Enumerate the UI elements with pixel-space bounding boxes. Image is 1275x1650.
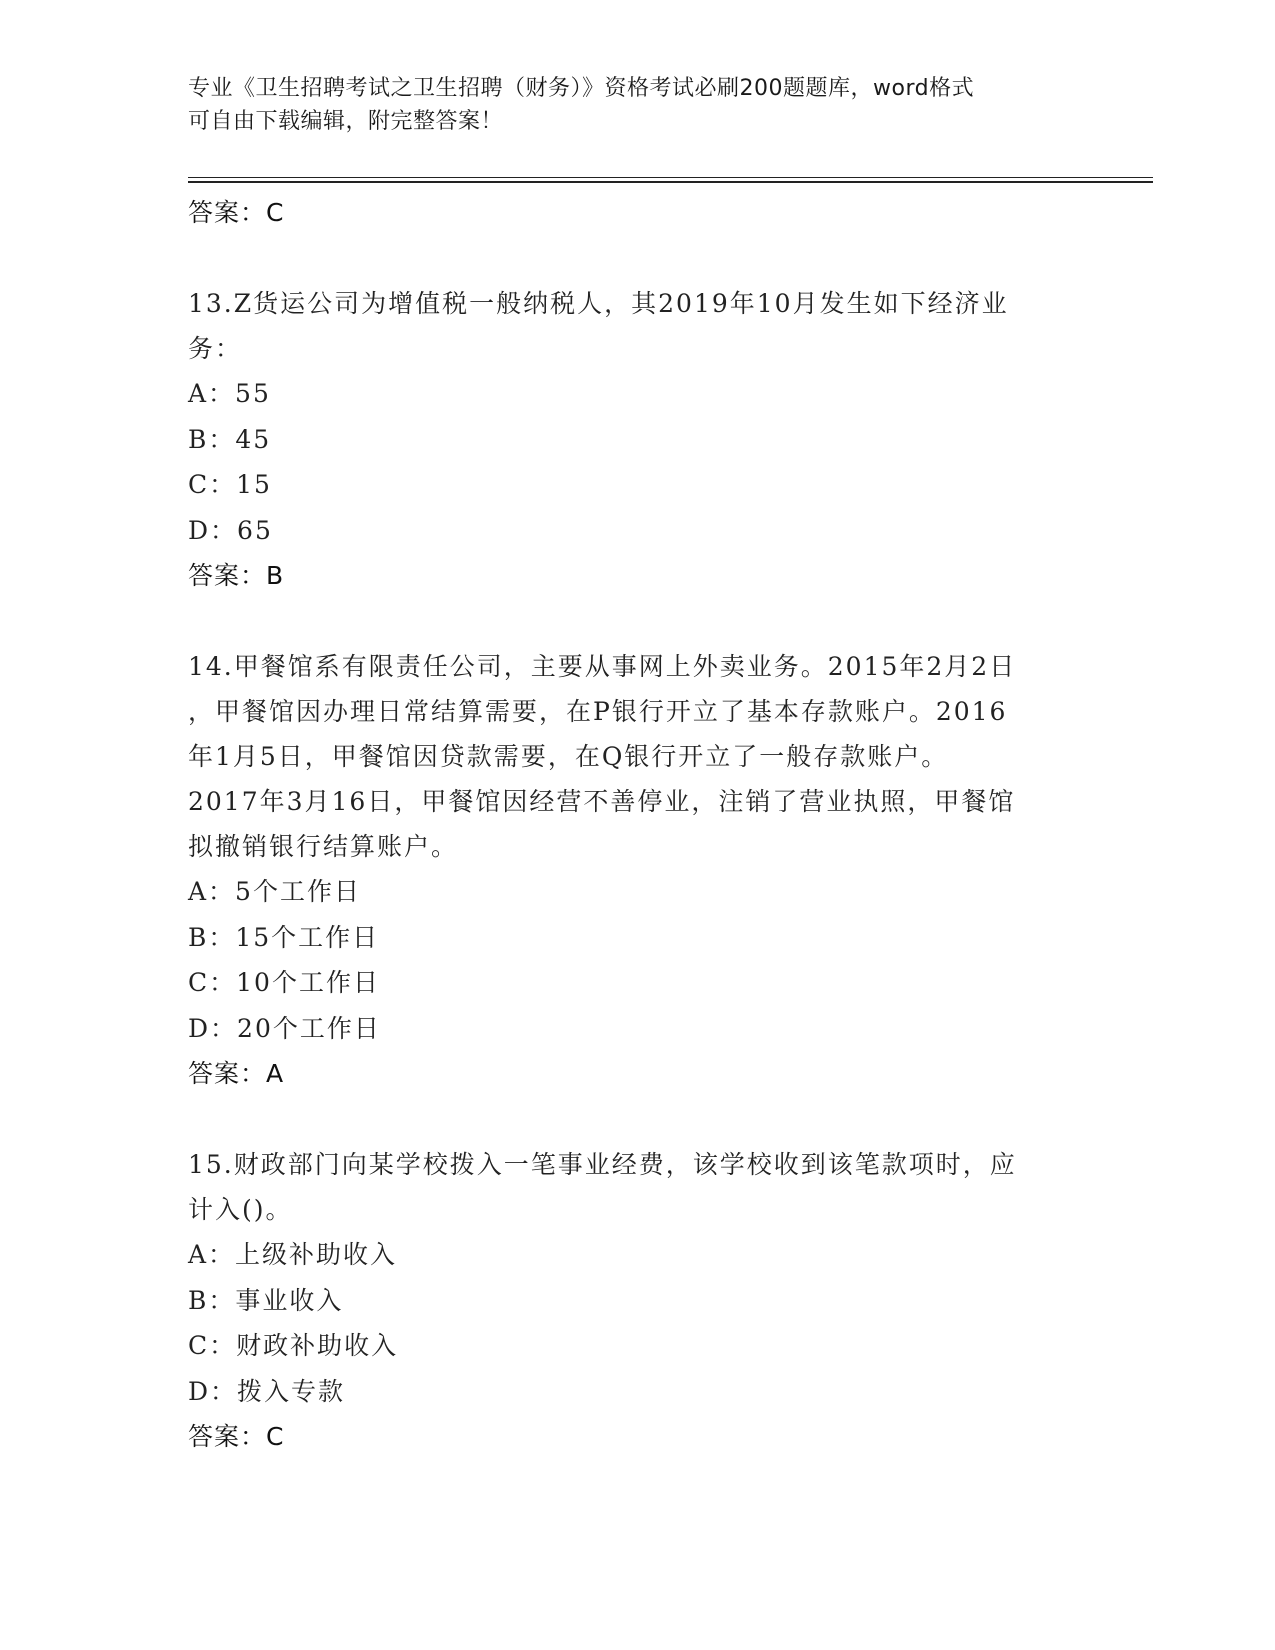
question-line: 务： — [188, 334, 243, 363]
question-text — [188, 1142, 1088, 1232]
question-block — [188, 281, 1088, 598]
question-line: 计入()。 — [188, 1195, 293, 1224]
option-a: A：上级补助收入 — [188, 1240, 398, 1269]
answer-line: 答案：B — [188, 561, 285, 590]
option-d: D：20个工作日 — [188, 1013, 381, 1043]
option-c: C：10个工作日 — [188, 968, 380, 997]
header-rule-thin — [188, 177, 1153, 178]
question-line: 拟撤销银行结算账户。 — [188, 832, 459, 861]
question-text — [188, 281, 1088, 371]
question-list — [188, 190, 1088, 1459]
question-block — [188, 1142, 1088, 1459]
option-a: A：5个工作日 — [188, 877, 361, 906]
option-a: A：55 — [188, 379, 271, 408]
header-rule-thick — [188, 181, 1153, 183]
question-line: 年1月5日，甲餐馆因贷款需要，在Q银行开立了一般存款账户。 — [188, 742, 949, 771]
option-d: D：拨入专款 — [188, 1376, 346, 1406]
answer-line: 答案：A — [188, 1059, 285, 1088]
answer-line: 答案：C — [188, 1422, 285, 1451]
question-line: 15.财政部门向某学校拨入一笔事业经费，该学校收到该笔款项时，应 — [188, 1150, 1017, 1179]
header-line-1: 专业《卫生招聘考试之卫生招聘（财务）》资格考试必刷200题题库，word格式 — [188, 76, 975, 101]
document-header — [188, 72, 1088, 138]
question-text — [188, 644, 1088, 869]
question-line: 13.Z货运公司为增值税一般纳税人，其2019年10月发生如下经济业 — [188, 289, 1009, 318]
header-line-2: 可自由下载编辑，附完整答案！ — [188, 109, 504, 134]
question-block — [188, 644, 1088, 1096]
option-b: B：45 — [188, 424, 272, 454]
answer-line: 答案：C — [188, 198, 285, 227]
option-b: B：事业收入 — [188, 1285, 344, 1315]
option-c: C：15 — [188, 470, 272, 499]
question-line: ，甲餐馆因办理日常结算需要，在P银行开立了基本存款账户。2016 — [188, 697, 1008, 726]
question-line: 2017年3月16日，甲餐馆因经营不善停业，注销了营业执照，甲餐馆 — [188, 787, 1016, 816]
question-line: 14.甲餐馆系有限责任公司，主要从事网上外卖业务。2015年2月2日 — [188, 652, 1017, 681]
option-c: C：财政补助收入 — [188, 1331, 399, 1360]
option-d: D：65 — [188, 515, 273, 545]
option-b: B：15个工作日 — [188, 922, 380, 952]
